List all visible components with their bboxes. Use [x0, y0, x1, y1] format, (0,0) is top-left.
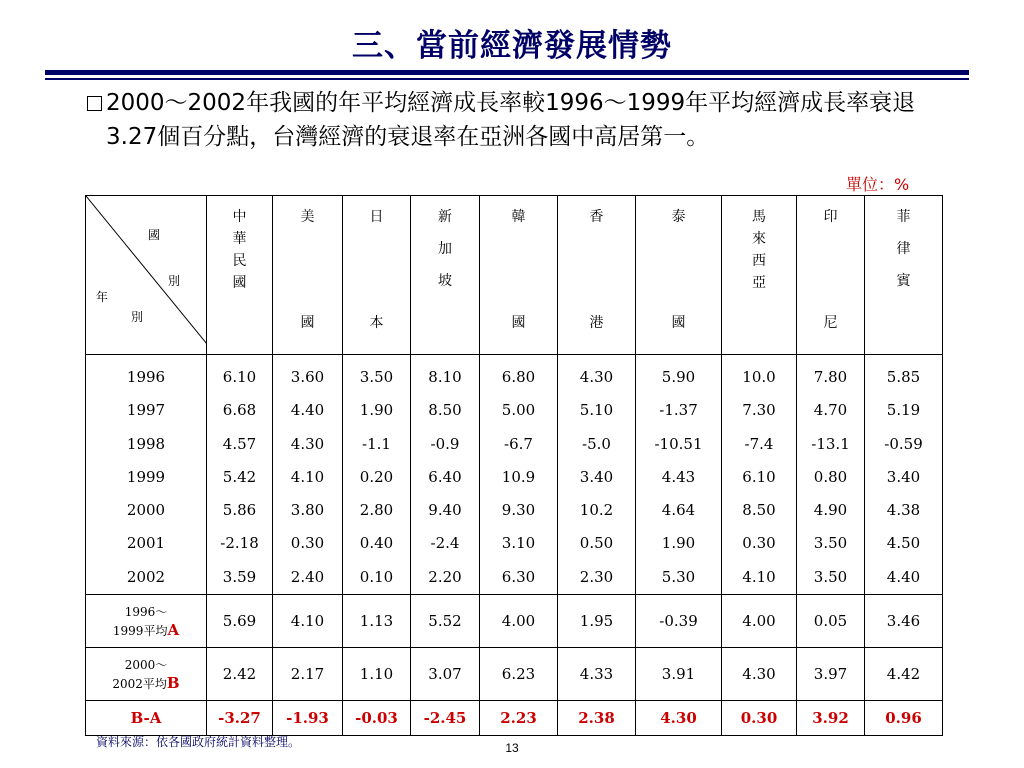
table-cell: 6.30	[501, 567, 536, 586]
page-number: 13	[505, 741, 519, 755]
country-char: 加	[438, 241, 452, 257]
slide-title: 三、當前經濟發展情勢	[352, 28, 672, 64]
country-char: 印	[823, 209, 838, 225]
country-name	[797, 206, 864, 334]
year-label: 2001	[126, 534, 166, 553]
difference-row	[86, 701, 943, 736]
table-cell: 0.20	[359, 467, 394, 486]
source-note: 資料來源：依各國政府統計資料整理。	[96, 735, 301, 749]
value-column	[722, 355, 797, 595]
country-header	[207, 196, 273, 355]
table-cell: 5.30	[661, 567, 696, 586]
table-cell: 4.64	[661, 501, 696, 520]
table-cell: 2.30	[579, 567, 614, 586]
table-cell: 4.40	[290, 401, 325, 420]
table-cell: 2.20	[428, 567, 462, 586]
average-b-value: 4.33	[558, 648, 636, 701]
table-cell: 5.85	[886, 368, 921, 386]
difference-value: -3.27	[207, 701, 273, 736]
table-cell: -7.4	[744, 434, 774, 453]
year-column	[86, 355, 207, 595]
country-header	[411, 196, 480, 355]
table-cell: 3.40	[886, 467, 921, 486]
table-cell: -6.7	[504, 434, 533, 453]
country-header	[343, 196, 411, 355]
average-b-value: 6.23	[480, 648, 558, 701]
value-list	[865, 355, 942, 594]
average-b-value: 2.17	[273, 648, 343, 701]
country-header	[722, 196, 797, 355]
avg-a-line1: 1996～	[124, 604, 168, 619]
country-name	[207, 206, 272, 334]
average-row-a	[86, 595, 943, 648]
table-cell: 0.80	[813, 467, 848, 486]
country-char: 民	[232, 253, 247, 269]
value-column	[636, 355, 722, 595]
title-underline-thick	[45, 70, 969, 75]
average-b-value: 1.10	[343, 648, 411, 701]
value-column	[207, 355, 273, 595]
table-cell: -13.1	[811, 434, 850, 453]
country-header	[480, 196, 558, 355]
country-char: 馬	[752, 209, 766, 225]
avg-b-line1: 2000～	[124, 657, 168, 672]
table-cell: 5.10	[579, 401, 614, 420]
avg-b-mark: B	[166, 673, 180, 692]
bullet-text: 2000～2002年我國的年平均經濟成長率較1996～1999年平均經濟成長率衰退3.27個百分點，台灣經濟的衰退率在亞洲各國中高居第一。	[106, 90, 916, 150]
table-cell: 5.00	[501, 401, 536, 420]
table-cell: 0.30	[290, 534, 325, 553]
corner-label-year: 年	[96, 290, 109, 304]
table-cell: 4.57	[222, 434, 257, 453]
corner-label-year-2: 別	[131, 310, 144, 324]
country-char: 韓	[511, 209, 526, 225]
table-cell: 3.50	[359, 368, 394, 386]
country-header	[797, 196, 865, 355]
table-cell: 3.60	[290, 368, 325, 386]
checkbox-bullet-icon	[87, 96, 102, 111]
table-cell: 8.10	[428, 368, 462, 386]
table-cell: 3.40	[579, 467, 614, 486]
table-cell: -10.51	[654, 434, 703, 453]
corner-label-country-2: 別	[168, 274, 181, 288]
year-label: 1997	[126, 401, 166, 420]
average-a-label	[86, 595, 207, 648]
value-list	[636, 355, 721, 594]
average-a-value: 5.69	[207, 595, 273, 648]
difference-value: -1.93	[273, 701, 343, 736]
country-name	[343, 206, 410, 334]
table-cell: 4.38	[886, 501, 921, 520]
table-cell: 4.30	[290, 434, 325, 453]
value-column	[865, 355, 943, 595]
value-list	[273, 355, 342, 594]
difference-value: 3.92	[797, 701, 865, 736]
table-cell: 10.9	[501, 467, 536, 486]
year-rows	[86, 355, 943, 595]
country-char: 港	[589, 315, 604, 331]
corner-label-country: 國	[148, 228, 161, 242]
average-b-value: 4.42	[865, 648, 943, 701]
table-cell: 6.40	[428, 467, 462, 486]
unit-label: 單位：%	[846, 175, 910, 194]
table-cell: 4.10	[290, 467, 325, 486]
table-cell: 0.40	[359, 534, 394, 553]
country-char: 新	[438, 209, 452, 225]
table-cell: 1.90	[359, 401, 394, 420]
country-name	[273, 206, 342, 334]
country-header	[636, 196, 722, 355]
year-list	[86, 355, 206, 594]
table-cell: -0.9	[430, 434, 460, 453]
difference-value: -2.45	[411, 701, 480, 736]
table-cell: 3.80	[290, 501, 325, 520]
difference-value: 4.30	[636, 701, 722, 736]
year-label: 2002	[126, 567, 166, 586]
table-cell: 6.80	[501, 368, 536, 386]
country-header	[273, 196, 343, 355]
value-list	[558, 355, 635, 594]
table-cell: -1.1	[362, 434, 391, 453]
table-cell: 4.43	[661, 467, 696, 486]
country-name	[480, 206, 557, 334]
country-char: 香	[589, 209, 604, 225]
average-b-value: 2.42	[207, 648, 273, 701]
table-cell: 0.10	[359, 567, 394, 586]
average-a-value: 4.00	[722, 595, 797, 648]
year-label: 1998	[126, 434, 166, 453]
value-column	[797, 355, 865, 595]
country-name	[558, 206, 635, 334]
table-cell: 5.19	[886, 401, 921, 420]
table-cell: 6.68	[222, 401, 257, 420]
country-char: 亞	[752, 275, 766, 291]
table-cell: -5.0	[582, 434, 611, 453]
table-cell: -2.18	[220, 534, 259, 553]
table-cell: 2.40	[290, 567, 325, 586]
difference-label: B-A	[86, 701, 207, 736]
average-a-value: 4.10	[273, 595, 343, 648]
country-char: 來	[752, 231, 766, 247]
country-char: 國	[671, 315, 686, 331]
corner-diagonal-line	[86, 196, 207, 344]
difference-value: 0.30	[722, 701, 797, 736]
table-cell: 2.80	[359, 501, 394, 520]
table-cell: -2.4	[430, 534, 460, 553]
table-cell: 6.10	[742, 467, 776, 486]
country-name	[636, 206, 721, 334]
avg-a-mark: A	[167, 620, 180, 639]
value-list	[343, 355, 410, 594]
value-column	[480, 355, 558, 595]
table-cell: 7.80	[813, 368, 848, 386]
growth-rate-table	[85, 195, 943, 736]
table-cell: 4.30	[579, 368, 614, 386]
table-cell: 4.50	[886, 534, 921, 553]
average-a-value: 4.00	[480, 595, 558, 648]
country-char: 菲	[896, 209, 911, 225]
country-char: 賓	[896, 273, 911, 289]
country-char: 尼	[823, 315, 838, 331]
average-a-value: 1.95	[558, 595, 636, 648]
average-b-value: 3.07	[411, 648, 480, 701]
country-char: 國	[511, 315, 526, 331]
table-cell: 3.50	[813, 567, 848, 586]
table-cell: 0.50	[579, 534, 614, 553]
table-cell: 3.10	[501, 534, 536, 553]
table-cell: -0.59	[884, 434, 923, 453]
value-list	[480, 355, 557, 594]
country-name	[865, 206, 942, 334]
table-cell: 7.30	[742, 401, 776, 420]
table-cell: 3.50	[813, 534, 848, 553]
table-cell: 6.10	[222, 368, 257, 386]
table-cell: 5.90	[661, 368, 696, 386]
difference-value: 0.96	[865, 701, 943, 736]
average-a-value: 1.13	[343, 595, 411, 648]
average-b-value: 4.30	[722, 648, 797, 701]
average-a-value: -0.39	[636, 595, 722, 648]
value-list	[411, 355, 479, 594]
average-a-value: 0.05	[797, 595, 865, 648]
difference-value: 2.38	[558, 701, 636, 736]
country-char: 本	[369, 315, 384, 331]
value-list	[722, 355, 796, 594]
corner-header-cell	[86, 196, 207, 355]
country-char: 國	[300, 315, 315, 331]
table-cell: 1.90	[661, 534, 696, 553]
value-column	[343, 355, 411, 595]
average-a-value: 5.52	[411, 595, 480, 648]
table-cell: 8.50	[428, 401, 462, 420]
average-a-value: 3.46	[865, 595, 943, 648]
value-column	[273, 355, 343, 595]
country-char: 美	[300, 209, 315, 225]
country-char: 律	[896, 241, 911, 257]
value-column	[558, 355, 636, 595]
year-label: 2000	[126, 501, 166, 520]
table-cell: 10.2	[579, 501, 614, 520]
country-char: 中	[232, 209, 247, 225]
country-char: 泰	[671, 209, 686, 225]
table-cell: 3.59	[222, 567, 257, 586]
avg-a-line2: 1999平均	[112, 623, 168, 638]
average-row-b	[86, 648, 943, 701]
average-b-value: 3.91	[636, 648, 722, 701]
year-label: 1999	[126, 467, 166, 486]
table-cell: 4.10	[742, 567, 776, 586]
country-name	[411, 206, 479, 334]
table-cell: 5.86	[222, 501, 257, 520]
value-column	[411, 355, 480, 595]
year-label: 1996	[126, 368, 166, 386]
table-cell: 4.90	[813, 501, 848, 520]
difference-value: -0.03	[343, 701, 411, 736]
table-cell: 9.30	[501, 501, 536, 520]
table-cell: 9.40	[428, 501, 462, 520]
country-char: 日	[369, 209, 384, 225]
table-cell: 0.30	[742, 534, 776, 553]
table-cell: 10.0	[742, 368, 776, 386]
average-b-label	[86, 648, 207, 701]
avg-b-line2: 2002平均	[112, 676, 167, 691]
table-cell: -1.37	[659, 401, 698, 420]
title-underline-thin	[45, 78, 969, 80]
table-cell: 4.40	[886, 567, 921, 586]
value-list	[797, 355, 864, 594]
country-char: 西	[752, 253, 766, 269]
value-list	[207, 355, 272, 594]
country-name	[722, 206, 796, 334]
country-char: 坡	[438, 273, 452, 289]
country-header	[558, 196, 636, 355]
country-char: 國	[232, 275, 247, 291]
difference-value: 2.23	[480, 701, 558, 736]
header-row	[86, 196, 943, 355]
table-cell: 4.70	[813, 401, 848, 420]
average-b-value: 3.97	[797, 648, 865, 701]
table-cell: 8.50	[742, 501, 776, 520]
table-cell: 5.42	[222, 467, 257, 486]
country-header	[865, 196, 943, 355]
country-char: 華	[232, 231, 247, 247]
